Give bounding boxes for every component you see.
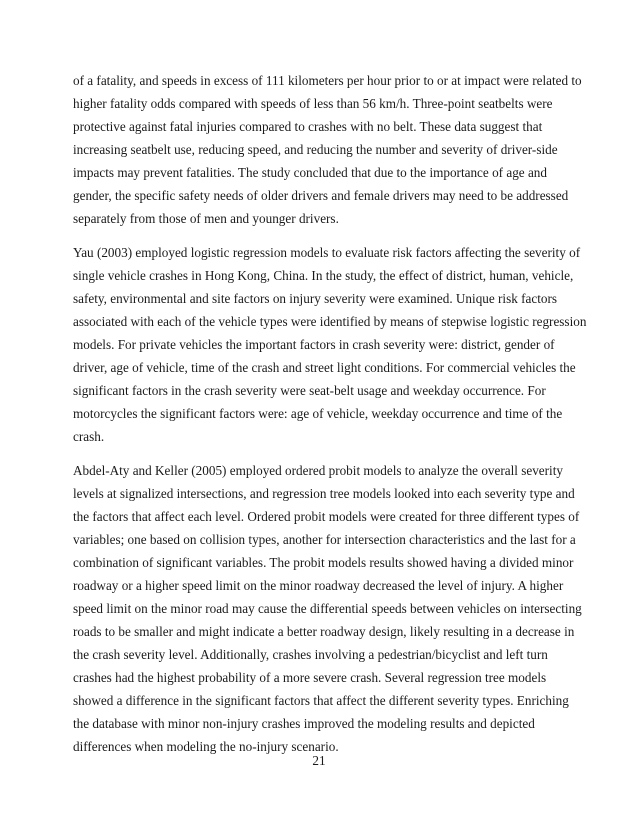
text-line: the database with minor non-injury crashes improved the modeling results and depicted <box>73 716 535 731</box>
text-line: driver, age of vehicle, time of the crash and street light conditions. For commercial vehicles the <box>73 360 576 375</box>
text-line: significant factors in the crash severity were seat-belt usage and weekday occurrence. For <box>73 383 546 398</box>
text-line: the crash severity level. Additionally, crashes involving a pedestrian/bicyclist and left turn <box>73 647 548 662</box>
text-line: increasing seatbelt use, reducing speed, and reducing the number and severity of driver-side <box>73 142 558 157</box>
text-line: the factors that affect each level. Ordered probit models were created for three different types of <box>73 509 580 524</box>
page-number: 21 <box>312 753 326 768</box>
text-line: models. For private vehicles the important factors in crash severity were: district, gender of <box>73 337 555 352</box>
text-line: safety, environmental and site factors on injury severity were examined. Unique risk factors <box>73 291 557 306</box>
text-line: differences when modeling the no-injury scenario. <box>73 739 339 754</box>
text-line: higher fatality odds compared with speeds of less than 56 km/h. Three-point seatbelts were <box>73 96 553 111</box>
text-line: protective against fatal injuries compared to crashes with no belt. These data suggest that <box>73 119 543 134</box>
text-line: showed a difference in the significant factors that affect the different severity types. Enriching <box>73 693 569 708</box>
text-line: of a fatality, and speeds in excess of 111 kilometers per hour prior to or at impact were related to <box>73 73 582 88</box>
text-line: Yau (2003) employed logistic regression models to evaluate risk factors affecting the severity of <box>73 245 581 260</box>
text-line: crashes had the highest probability of a more severe crash. Several regression tree models <box>73 670 547 685</box>
text-line: variables; one based on collision types, another for intersection characteristics and the last for a <box>73 532 576 547</box>
text-line: associated with each of the vehicle types were identified by means of stepwise logistic regression <box>73 314 587 329</box>
text-line: motorcycles the significant factors were: age of vehicle, weekday occurrence and time of the <box>73 406 563 421</box>
text-line: speed limit on the minor road may cause the differential speeds between vehicles on intersecting <box>73 601 582 616</box>
text-line: Abdel-Aty and Keller (2005) employed ordered probit models to analyze the overall severity <box>73 463 563 478</box>
text-line: combination of significant variables. The probit models results showed having a divided minor <box>73 555 574 570</box>
text-line: separately from those of men and younger drivers. <box>73 211 339 226</box>
text-line: roadway or a higher speed limit on the minor roadway decreased the level of injury. A higher <box>73 578 564 593</box>
text-line: impacts may prevent fatalities. The study concluded that due to the importance of age and <box>73 165 547 180</box>
text-line: single vehicle crashes in Hong Kong, China. In the study, the effect of district, human, vehicle, <box>73 268 574 283</box>
text-line: gender, the specific safety needs of older drivers and female drivers may need to be addressed <box>73 188 569 203</box>
text-line: levels at signalized intersections, and regression tree models looked into each severity type and <box>73 486 575 501</box>
text-line: roads to be smaller and might indicate a better roadway design, likely resulting in a decrease in <box>73 624 575 639</box>
text-line: crash. <box>73 429 105 444</box>
